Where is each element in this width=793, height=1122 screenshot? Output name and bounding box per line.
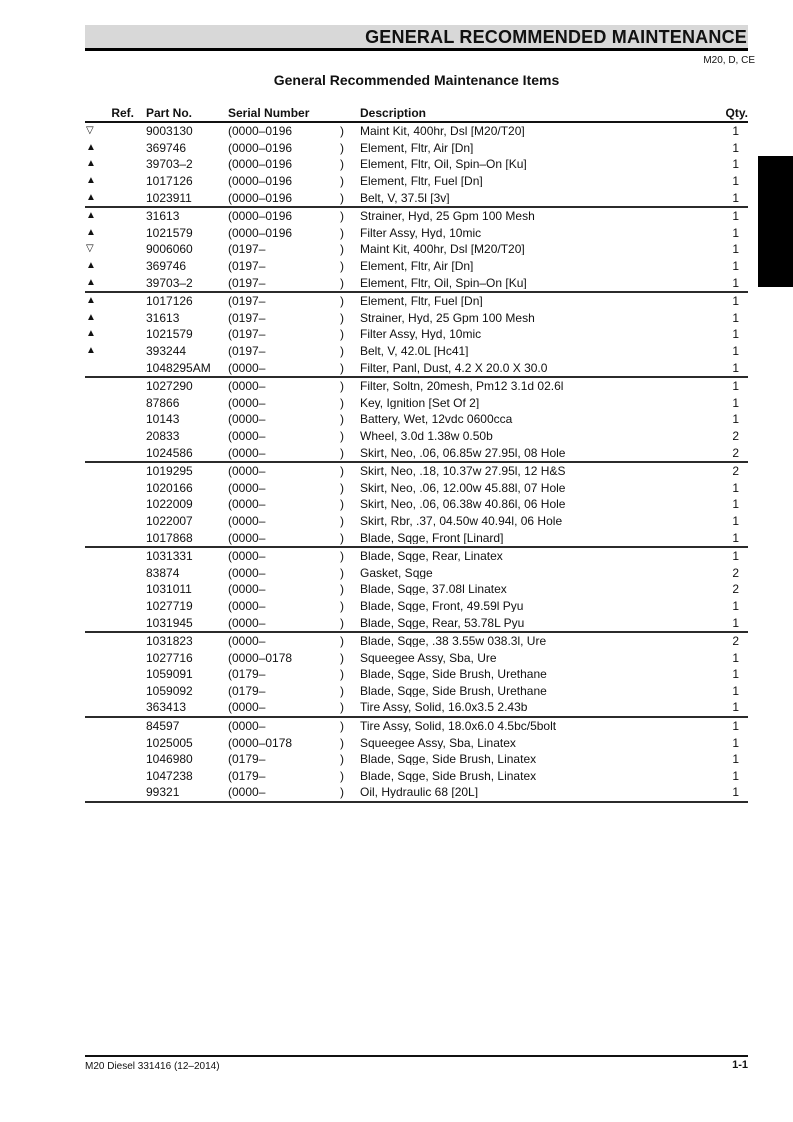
table-row xyxy=(85,258,748,275)
serial-number: (0000–0196 xyxy=(228,157,293,172)
table-row xyxy=(85,310,748,327)
part-number: 393244 xyxy=(146,344,187,359)
serial-close-paren: ) xyxy=(340,327,344,342)
description: Filter, Soltn, 20mesh, Pm12 3.1d 02.6l xyxy=(360,380,564,393)
table-row xyxy=(85,751,748,768)
quantity: 1 xyxy=(732,140,739,155)
col-header-qty: Qty. xyxy=(725,106,748,120)
part-number: 1046980 xyxy=(146,752,193,767)
serial-number: (0000– xyxy=(228,785,266,800)
serial-close-paren: ) xyxy=(340,174,344,189)
row-group xyxy=(85,293,748,378)
table-row xyxy=(85,395,748,412)
part-number: 1031011 xyxy=(146,582,192,597)
description: Key, Ignition [Set Of 2] xyxy=(360,396,480,409)
col-header-ref: Ref. xyxy=(111,106,134,120)
quantity: 1 xyxy=(732,768,739,783)
serial-close-paren: ) xyxy=(340,480,344,495)
model-reference: M20, D, CE xyxy=(703,55,755,66)
quantity: 1 xyxy=(732,275,739,290)
ref-symbol: ▲ xyxy=(86,210,96,222)
part-number: 1031823 xyxy=(146,634,193,649)
description: Tire Assy, Solid, 18.0x6.0 4.5bc/5bolt xyxy=(360,720,557,733)
table-row xyxy=(85,241,748,258)
serial-number: (0000–0196 xyxy=(228,124,293,139)
part-number: 1059092 xyxy=(146,683,193,698)
table-row xyxy=(85,189,748,206)
serial-close-paren: ) xyxy=(340,310,344,325)
serial-close-paren: ) xyxy=(340,464,344,479)
part-number: 83874 xyxy=(146,565,180,580)
part-number: 1017868 xyxy=(146,530,193,545)
quantity: 1 xyxy=(732,190,739,205)
serial-close-paren: ) xyxy=(340,785,344,800)
quantity: 2 xyxy=(732,464,739,479)
table-row xyxy=(85,768,748,785)
row-group xyxy=(85,208,748,293)
part-number: 363413 xyxy=(146,700,187,715)
serial-close-paren: ) xyxy=(340,565,344,580)
serial-number: (0000– xyxy=(228,480,266,495)
quantity: 2 xyxy=(732,428,739,443)
serial-close-paren: ) xyxy=(340,124,344,139)
table-row xyxy=(85,649,748,666)
serial-close-paren: ) xyxy=(340,344,344,359)
table-row xyxy=(85,666,748,683)
ref-symbol: ▲ xyxy=(86,328,96,340)
part-number: 39703–2 xyxy=(146,157,193,172)
description: Belt, V, 37.5l [3v] xyxy=(360,191,450,204)
quantity: 2 xyxy=(732,634,739,649)
part-number: 1022007 xyxy=(146,513,193,528)
description: Maint Kit, 400hr, Dsl [M20/T20] xyxy=(360,125,525,138)
quantity: 1 xyxy=(732,549,739,564)
part-number: 1024586 xyxy=(146,445,193,460)
serial-number: (0000– xyxy=(228,530,266,545)
description: Strainer, Hyd, 25 Gpm 100 Mesh xyxy=(360,311,535,324)
table-body xyxy=(85,123,748,803)
serial-number: (0000– xyxy=(228,395,266,410)
description: Filter Assy, Hyd, 10mic xyxy=(360,328,482,341)
serial-number: (0179– xyxy=(228,768,266,783)
table-row xyxy=(85,326,748,343)
quantity: 1 xyxy=(732,667,739,682)
ref-symbol: ▽ xyxy=(86,125,94,137)
table-row xyxy=(85,378,748,395)
quantity: 1 xyxy=(732,719,739,734)
part-number: 84597 xyxy=(146,719,180,734)
ref-symbol: ▲ xyxy=(86,345,96,357)
description: Filter Assy, Hyd, 10mic xyxy=(360,226,482,239)
serial-close-paren: ) xyxy=(340,667,344,682)
quantity: 1 xyxy=(732,752,739,767)
serial-number: (0000– xyxy=(228,445,266,460)
description: Skirt, Neo, .18, 10.37w 27.95l, 12 H&S xyxy=(360,465,566,478)
table-row xyxy=(85,496,748,513)
table-row xyxy=(85,208,748,225)
description: Element, Fltr, Air [Dn] xyxy=(360,141,474,154)
serial-close-paren: ) xyxy=(340,412,344,427)
ref-symbol: ▲ xyxy=(86,191,96,203)
description: Battery, Wet, 12vdc 0600cca xyxy=(360,413,513,426)
part-number: 31613 xyxy=(146,310,180,325)
table-row xyxy=(85,411,748,428)
table-title: General Recommended Maintenance Items xyxy=(273,72,560,88)
section-thumb-tab xyxy=(758,156,793,287)
description: Blade, Sqge, Front, 49.59l Pyu xyxy=(360,599,524,612)
part-number: 369746 xyxy=(146,259,187,274)
ref-symbol: ▲ xyxy=(86,276,96,288)
description: Element, Fltr, Fuel [Dn] xyxy=(360,175,483,188)
quantity: 1 xyxy=(732,124,739,139)
serial-number: (0000– xyxy=(228,565,266,580)
quantity: 1 xyxy=(732,294,739,309)
serial-close-paren: ) xyxy=(340,719,344,734)
part-number: 10143 xyxy=(146,412,180,427)
serial-close-paren: ) xyxy=(340,598,344,613)
quantity: 1 xyxy=(732,785,739,800)
serial-close-paren: ) xyxy=(340,190,344,205)
serial-number: (0000– xyxy=(228,634,266,649)
serial-close-paren: ) xyxy=(340,634,344,649)
ref-symbol: ▲ xyxy=(86,311,96,323)
quantity: 1 xyxy=(732,497,739,512)
quantity: 2 xyxy=(732,565,739,580)
quantity: 1 xyxy=(732,225,739,240)
quantity: 1 xyxy=(732,310,739,325)
serial-close-paren: ) xyxy=(340,650,344,665)
table-row xyxy=(85,293,748,310)
table-row xyxy=(85,633,748,650)
serial-close-paren: ) xyxy=(340,140,344,155)
quantity: 1 xyxy=(732,344,739,359)
serial-close-paren: ) xyxy=(340,497,344,512)
part-number: 369746 xyxy=(146,140,187,155)
serial-number: (0000–0178 xyxy=(228,735,293,750)
quantity: 1 xyxy=(732,598,739,613)
part-number: 31613 xyxy=(146,209,180,224)
serial-number: (0000– xyxy=(228,719,266,734)
table-row xyxy=(85,564,748,581)
serial-number: (0000– xyxy=(228,428,266,443)
description: Filter, Panl, Dust, 4.2 X 20.0 X 30.0 xyxy=(360,361,548,374)
col-header-serial: Serial Number xyxy=(228,106,310,120)
page-header-bar xyxy=(85,25,748,51)
serial-close-paren: ) xyxy=(340,683,344,698)
description: Tire Assy, Solid, 16.0x3.5 2.43b xyxy=(360,701,528,714)
description: Blade, Sqge, .38 3.55w 038.3l, Ure xyxy=(360,635,547,648)
part-number: 1031945 xyxy=(146,615,193,630)
description: Element, Fltr, Fuel [Dn] xyxy=(360,295,483,308)
part-number: 1017126 xyxy=(146,294,193,309)
serial-number: (0000–0196 xyxy=(228,174,293,189)
maintenance-items-table xyxy=(85,103,748,803)
part-number: 1020166 xyxy=(146,480,193,495)
ref-symbol: ▲ xyxy=(86,295,96,307)
description: Element, Fltr, Oil, Spin–On [Ku] xyxy=(360,158,527,171)
description: Blade, Sqge, 37.08l Linatex xyxy=(360,583,507,596)
row-group xyxy=(85,463,748,548)
serial-close-paren: ) xyxy=(340,294,344,309)
ref-symbol: ▲ xyxy=(86,226,96,238)
part-number: 1027719 xyxy=(146,598,193,613)
ref-symbol: ▲ xyxy=(86,141,96,153)
table-row xyxy=(85,784,748,801)
serial-number: (0000– xyxy=(228,615,266,630)
description: Blade, Sqge, Rear, 53.78L Pyu xyxy=(360,616,525,629)
part-number: 87866 xyxy=(146,395,180,410)
serial-number: (0000– xyxy=(228,464,266,479)
serial-number: (0179– xyxy=(228,752,266,767)
serial-number: (0197– xyxy=(228,294,266,309)
table-header-row xyxy=(85,103,748,123)
row-group xyxy=(85,718,748,803)
description: Skirt, Rbr, .37, 04.50w 40.94l, 06 Hole xyxy=(360,514,563,527)
part-number: 1023911 xyxy=(146,190,192,205)
part-number: 1031331 xyxy=(146,549,193,564)
table-row xyxy=(85,463,748,480)
serial-close-paren: ) xyxy=(340,225,344,240)
description: Maint Kit, 400hr, Dsl [M20/T20] xyxy=(360,243,525,256)
table-row xyxy=(85,581,748,598)
col-header-desc: Description xyxy=(360,107,427,119)
serial-number: (0000– xyxy=(228,360,266,375)
table-row xyxy=(85,614,748,631)
serial-number: (0000–0178 xyxy=(228,650,293,665)
part-number: 1017126 xyxy=(146,174,193,189)
table-row xyxy=(85,173,748,190)
description: Blade, Sqge, Side Brush, Urethane xyxy=(360,684,547,697)
table-row xyxy=(85,444,748,461)
serial-number: (0000– xyxy=(228,513,266,528)
part-number: 1021579 xyxy=(146,327,193,342)
description: Belt, V, 42.0L [Hc41] xyxy=(360,345,469,358)
col-header-part: Part No. xyxy=(146,106,193,120)
description: Blade, Sqge, Side Brush, Urethane xyxy=(360,668,547,681)
serial-number: (0197– xyxy=(228,259,266,274)
serial-close-paren: ) xyxy=(340,530,344,545)
quantity: 1 xyxy=(732,412,739,427)
description: Element, Fltr, Oil, Spin–On [Ku] xyxy=(360,276,527,289)
description: Squeegee Assy, Sba, Ure xyxy=(360,651,497,664)
serial-close-paren: ) xyxy=(340,360,344,375)
serial-number: (0197– xyxy=(228,310,266,325)
serial-close-paren: ) xyxy=(340,735,344,750)
table-row xyxy=(85,598,748,615)
serial-number: (0000– xyxy=(228,700,266,715)
description: Blade, Sqge, Side Brush, Linatex xyxy=(360,769,537,782)
serial-number: (0197– xyxy=(228,344,266,359)
serial-close-paren: ) xyxy=(340,549,344,564)
quantity: 2 xyxy=(732,445,739,460)
row-group xyxy=(85,633,748,718)
part-number: 1022009 xyxy=(146,497,193,512)
quantity: 1 xyxy=(732,480,739,495)
serial-close-paren: ) xyxy=(340,513,344,528)
serial-number: (0000–0196 xyxy=(228,140,293,155)
serial-close-paren: ) xyxy=(340,209,344,224)
table-row xyxy=(85,513,748,530)
part-number: 1047238 xyxy=(146,768,193,783)
serial-number: (0000– xyxy=(228,582,266,597)
serial-close-paren: ) xyxy=(340,275,344,290)
footer-rule xyxy=(85,1055,748,1057)
table-row xyxy=(85,274,748,291)
description: Skirt, Neo, .06, 12.00w 45.88l, 07 Hole xyxy=(360,481,566,494)
quantity: 1 xyxy=(732,513,739,528)
row-group xyxy=(85,123,748,208)
serial-close-paren: ) xyxy=(340,157,344,172)
part-number: 1027716 xyxy=(146,650,193,665)
ref-symbol: ▲ xyxy=(86,158,96,170)
serial-close-paren: ) xyxy=(340,615,344,630)
table-row xyxy=(85,529,748,546)
part-number: 1019295 xyxy=(146,464,193,479)
serial-number: (0197– xyxy=(228,242,266,257)
serial-close-paren: ) xyxy=(340,445,344,460)
description: Blade, Sqge, Side Brush, Linatex xyxy=(360,753,537,766)
description: Gasket, Sqge xyxy=(360,566,433,579)
part-number: 1021579 xyxy=(146,225,193,240)
part-number: 9006060 xyxy=(146,242,193,257)
description: Blade, Sqge, Rear, Linatex xyxy=(360,550,503,563)
part-number: 20833 xyxy=(146,428,180,443)
part-number: 99321 xyxy=(146,785,180,800)
serial-number: (0000–0196 xyxy=(228,225,293,240)
serial-close-paren: ) xyxy=(340,428,344,443)
part-number: 9003130 xyxy=(146,124,193,139)
table-row xyxy=(85,156,748,173)
serial-close-paren: ) xyxy=(340,242,344,257)
description: Wheel, 3.0d 1.38w 0.50b xyxy=(360,429,493,442)
description: Oil, Hydraulic 68 [20L] xyxy=(360,786,479,799)
serial-number: (0197– xyxy=(228,275,266,290)
quantity: 1 xyxy=(732,735,739,750)
part-number: 39703–2 xyxy=(146,275,193,290)
quantity: 1 xyxy=(732,174,739,189)
quantity: 1 xyxy=(732,650,739,665)
row-group xyxy=(85,548,748,633)
serial-close-paren: ) xyxy=(340,259,344,274)
table-row xyxy=(85,359,748,376)
serial-number: (0000– xyxy=(228,598,266,613)
quantity: 1 xyxy=(732,327,739,342)
serial-close-paren: ) xyxy=(340,700,344,715)
description: Blade, Sqge, Front [Linard] xyxy=(360,531,504,544)
table-row xyxy=(85,718,748,735)
table-row xyxy=(85,479,748,496)
serial-close-paren: ) xyxy=(340,379,344,394)
quantity: 1 xyxy=(732,157,739,172)
table-row xyxy=(85,734,748,751)
serial-number: (0000–0196 xyxy=(228,190,293,205)
description: Element, Fltr, Air [Dn] xyxy=(360,260,474,273)
serial-number: (0000– xyxy=(228,497,266,512)
quantity: 1 xyxy=(732,395,739,410)
table-row xyxy=(85,140,748,157)
part-number: 1048295AM xyxy=(146,360,211,375)
quantity: 2 xyxy=(732,582,739,597)
description: Skirt, Neo, .06, 06.85w 27.95l, 08 Hole xyxy=(360,446,566,459)
table-row xyxy=(85,428,748,445)
description: Strainer, Hyd, 25 Gpm 100 Mesh xyxy=(360,210,535,223)
footer-doc-ref: M20 Diesel 331416 (12–2014) xyxy=(85,1061,220,1072)
serial-close-paren: ) xyxy=(340,768,344,783)
serial-number: (0000– xyxy=(228,549,266,564)
ref-symbol: ▽ xyxy=(86,243,94,255)
serial-number: (0000– xyxy=(228,379,266,394)
table-row xyxy=(85,699,748,716)
serial-number: (0197– xyxy=(228,327,266,342)
table-row xyxy=(85,548,748,565)
quantity: 1 xyxy=(732,615,739,630)
quantity: 1 xyxy=(732,209,739,224)
table-row xyxy=(85,123,748,140)
footer-page-number: 1-1 xyxy=(732,1059,748,1071)
description: Squeegee Assy, Sba, Linatex xyxy=(360,736,516,749)
serial-close-paren: ) xyxy=(340,752,344,767)
table-row xyxy=(85,343,748,360)
part-number: 1025005 xyxy=(146,735,193,750)
ref-symbol: ▲ xyxy=(86,175,96,187)
part-number: 1027290 xyxy=(146,379,193,394)
page-header-title: GENERAL RECOMMENDED MAINTENANCE xyxy=(365,27,747,47)
row-group xyxy=(85,378,748,463)
serial-number: (0179– xyxy=(228,683,266,698)
quantity: 1 xyxy=(732,530,739,545)
quantity: 1 xyxy=(732,259,739,274)
table-row xyxy=(85,225,748,242)
quantity: 1 xyxy=(732,683,739,698)
quantity: 1 xyxy=(732,379,739,394)
serial-close-paren: ) xyxy=(340,395,344,410)
serial-number: (0000–0196 xyxy=(228,209,293,224)
serial-number: (0179– xyxy=(228,667,266,682)
description: Skirt, Neo, .06, 06.38w 40.86l, 06 Hole xyxy=(360,498,566,511)
quantity: 1 xyxy=(732,700,739,715)
quantity: 1 xyxy=(732,242,739,257)
table-row xyxy=(85,683,748,700)
serial-number: (0000– xyxy=(228,412,266,427)
quantity: 1 xyxy=(732,360,739,375)
ref-symbol: ▲ xyxy=(86,260,96,272)
part-number: 1059091 xyxy=(146,667,193,682)
serial-close-paren: ) xyxy=(340,582,344,597)
